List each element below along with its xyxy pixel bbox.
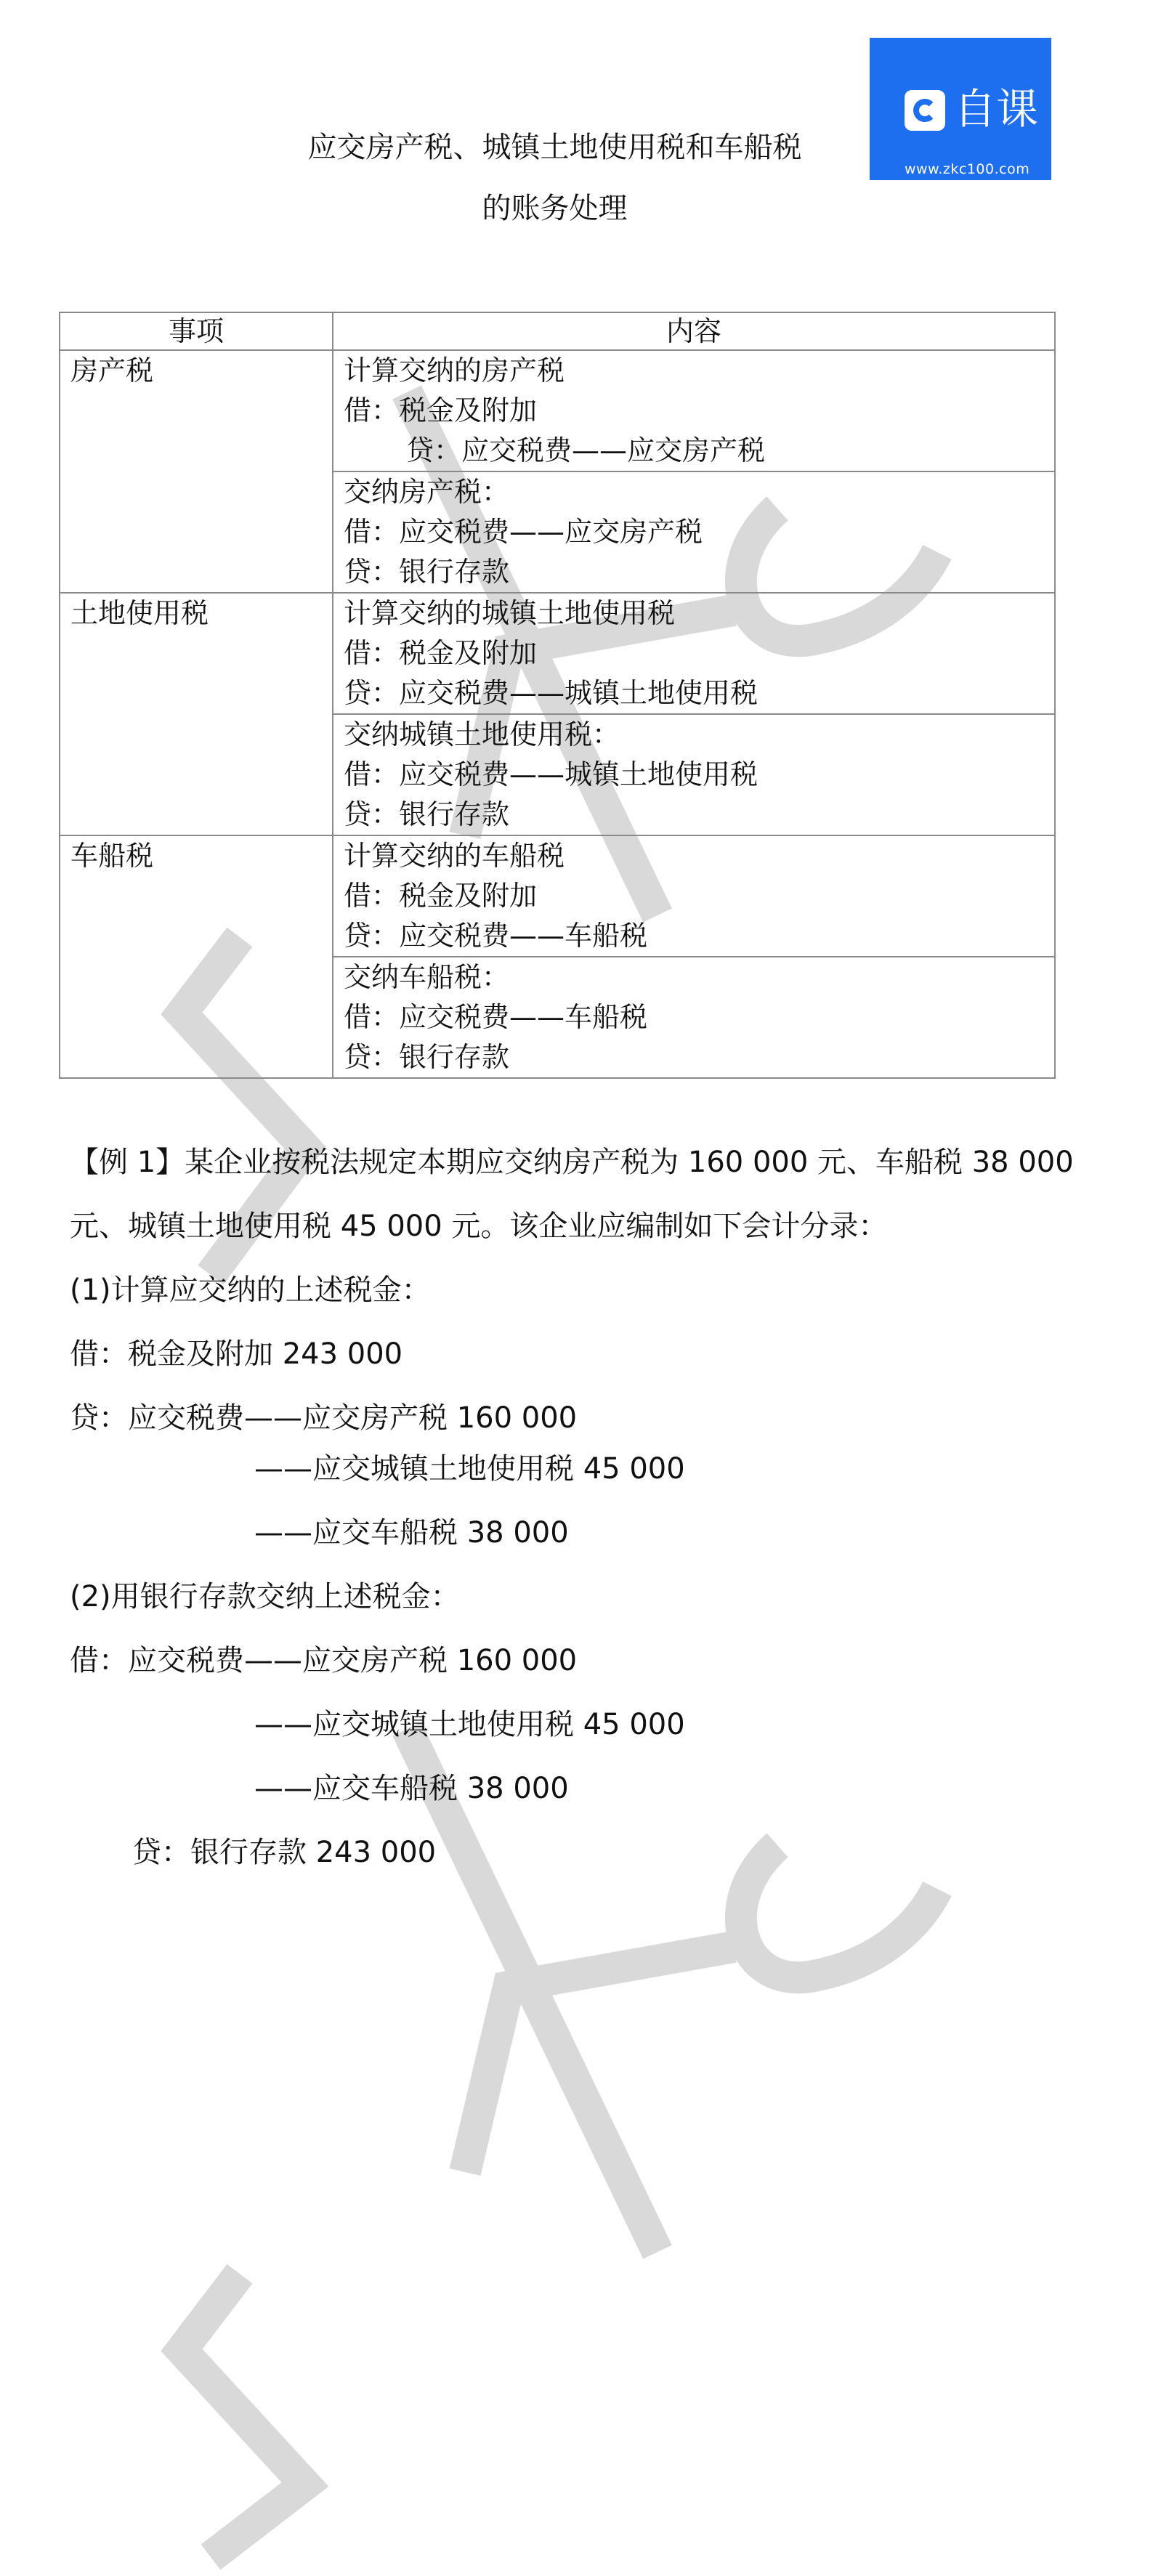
content-line: 贷：应交税费——车船税	[344, 920, 648, 952]
table-row	[60, 835, 1055, 957]
step1-debit: 借：税金及附加 243 000	[70, 1337, 403, 1371]
content-block	[333, 350, 1055, 471]
content-line: 贷：应交税费——应交房产税	[406, 434, 766, 466]
content-line: 借：应交税费——车船税	[344, 1001, 648, 1033]
logo-icon	[905, 90, 945, 131]
tax-table	[59, 312, 1056, 1079]
content-line: 贷：应交税费——城镇土地使用税	[344, 677, 758, 709]
content-line: 借：税金及附加	[344, 637, 538, 669]
watermark-k-lower-stem	[407, 1729, 658, 2252]
content-block	[333, 714, 1055, 835]
logo-name: 自课	[954, 84, 1039, 134]
step1-credit-3: ——应交车船税 38 000	[254, 1516, 569, 1550]
content-line: 借：应交税费——城镇土地使用税	[344, 758, 758, 790]
step1-title: (1)计算应交纳的上述税金：	[70, 1273, 431, 1307]
content-block	[333, 471, 1055, 593]
content-line: 贷：银行存款	[344, 798, 510, 830]
header-item: 事项	[60, 312, 333, 350]
content-line: 计算交纳的城镇土地使用税	[344, 597, 676, 629]
step2-debit-3: ——应交车船税 38 000	[254, 1772, 569, 1805]
row-item-land-tax: 土地使用税	[60, 593, 333, 835]
content-line: 贷：银行存款	[344, 1041, 510, 1073]
step2-debit-2: ——应交城镇土地使用税 45 000	[254, 1708, 685, 1741]
content-block	[333, 835, 1055, 957]
table-row	[60, 350, 1055, 471]
content-block	[333, 957, 1055, 1078]
watermark-c-lower	[741, 1845, 937, 1977]
content-line: 交纳城镇土地使用税：	[344, 718, 620, 750]
logo-url: www.zkc100.com	[905, 161, 1030, 177]
content-line: 计算交纳的车船税	[344, 840, 565, 872]
watermark-k-lower-arms	[465, 1947, 734, 2172]
content-line: 计算交纳的房产税	[344, 355, 565, 386]
content-line: 借：税金及附加	[344, 880, 538, 912]
step2-title: (2)用银行存款交纳上述税金：	[70, 1580, 460, 1613]
header-content: 内容	[333, 312, 1055, 350]
step2-debit-1: 借：应交税费——应交房产税 160 000	[70, 1644, 578, 1677]
example-line-1: 【例 1】某企业按税法规定本期应交纳房产税为 160 000 元、车船税 38 000	[70, 1146, 1074, 1179]
page-title-line-2: 的账务处理	[482, 192, 628, 225]
step2-credit: 贷：银行存款 243 000	[132, 1836, 437, 1869]
content-line: 交纳房产税：	[344, 476, 510, 508]
step1-credit-1: 贷：应交税费——应交房产税 160 000	[70, 1401, 578, 1435]
step1-credit-2: ——应交城镇土地使用税 45 000	[254, 1452, 685, 1486]
content-line: 交纳车船税：	[344, 961, 510, 993]
example-line-2: 元、城镇土地使用税 45 000 元。该企业应编制如下会计分录：	[70, 1210, 888, 1243]
content-line: 借：应交税费——应交房产税	[344, 516, 703, 548]
row-item-house-tax: 房产税	[60, 350, 333, 593]
content-block	[333, 593, 1055, 714]
content-line: 贷：银行存款	[344, 556, 510, 588]
table-header-row	[60, 312, 1055, 350]
page-title-line-1: 应交房产税、城镇土地使用税和车船税	[307, 131, 802, 164]
watermark-z-lower	[182, 2274, 305, 2557]
content-line: 借：税金及附加	[344, 394, 538, 426]
table-row	[60, 593, 1055, 714]
row-item-vehicle-tax: 车船税	[60, 835, 333, 1078]
